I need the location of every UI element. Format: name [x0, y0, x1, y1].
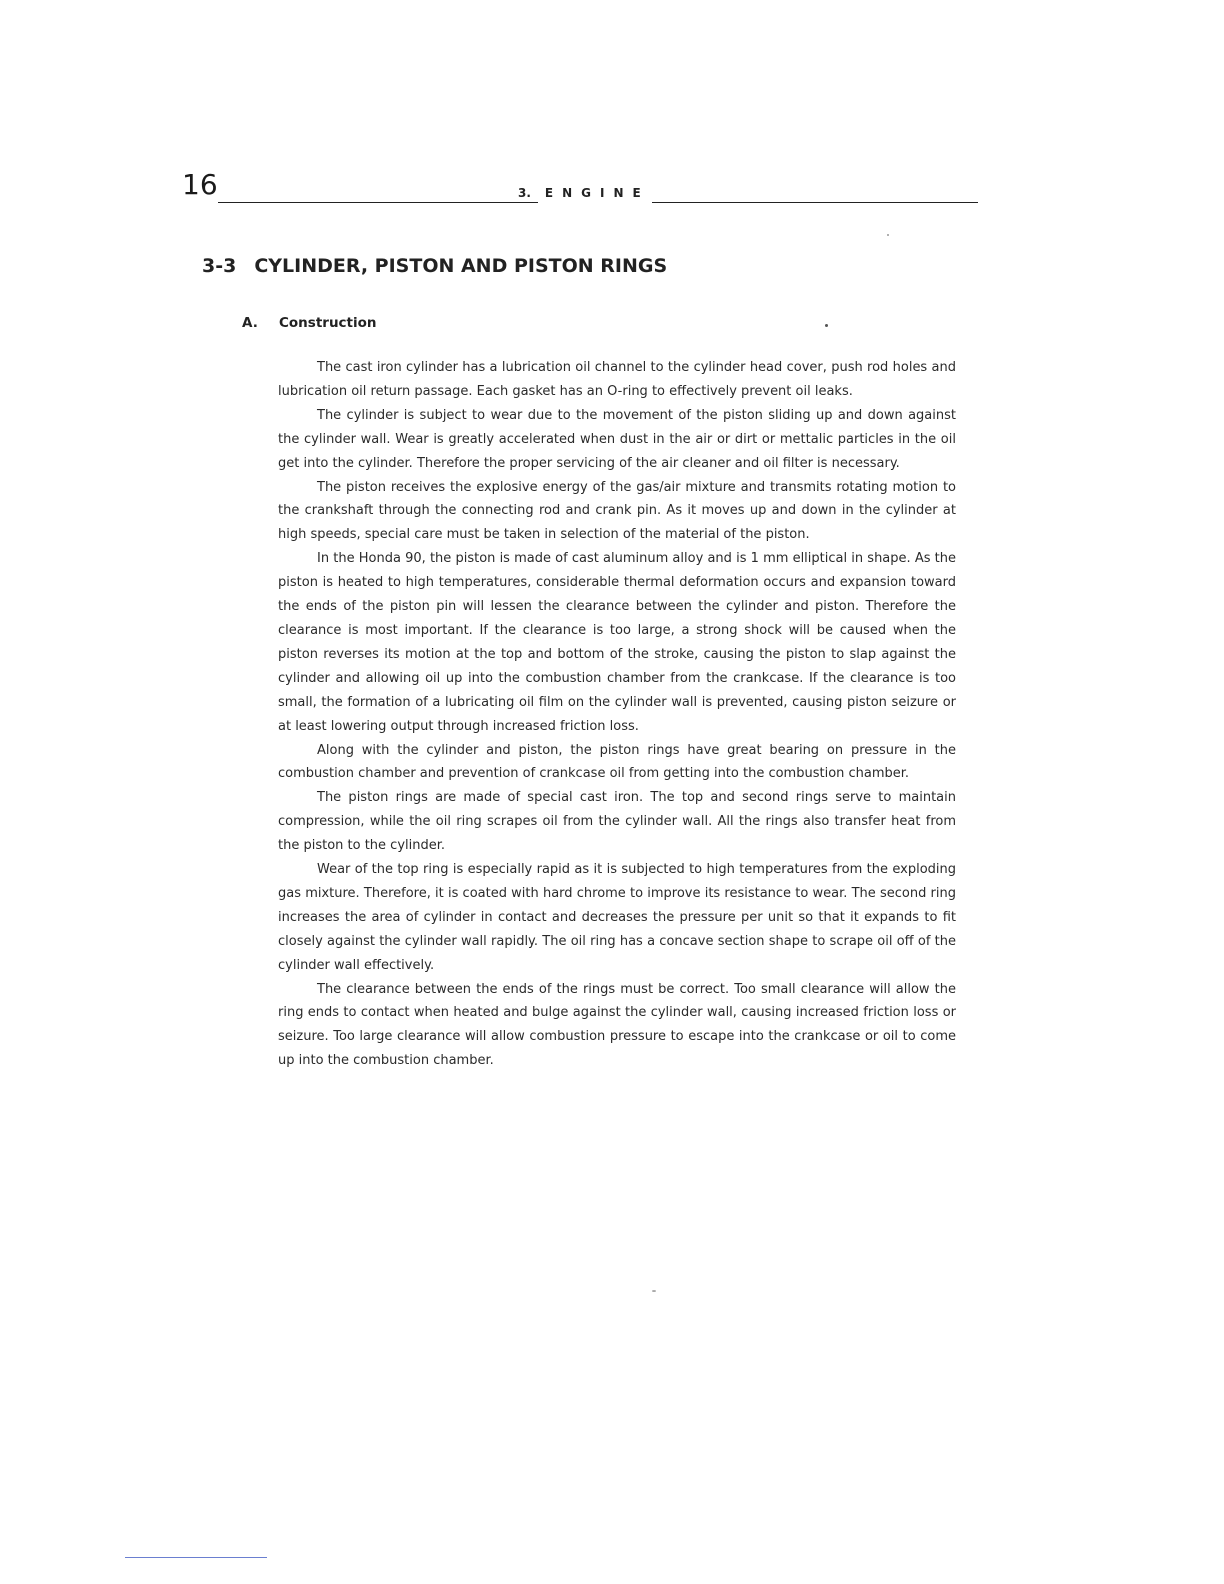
scan-speck — [652, 1290, 656, 1292]
section-number: 3-3 — [202, 255, 237, 277]
paragraph: Wear of the top ring is especially rapid as it is subjected to high temperatures from the exploding gas mixture. Therefore, it is coated with hard chrome to improve its resistance to wear. The second ring increases the area of cylinder in contact and decreases the pressure per unit so that it expands to fit closely against the cylinder wall rapidly. The oil ring has a concave section shape to scrape oil off of the cylinder wall effectively. — [278, 862, 956, 973]
footer-rule — [125, 1557, 267, 1558]
running-header — [182, 168, 978, 208]
paragraph: The piston receives the explosive energy of the gas/air mixture and transmits rotating motion to the crankshaft through the connecting rod and crank pin. As it moves up and down in the cylinder at high speeds, special care must be taken in selection of the material of the piston. — [278, 479, 956, 543]
chapter-title: ENGINE — [544, 186, 650, 200]
subsection-title: Construction — [279, 315, 377, 331]
chapter-label — [518, 186, 650, 200]
paragraph: The piston rings are made of special cast iron. The top and second rings serve to maintain compression, while the oil ring scrapes oil from the cylinder wall. All the rings also transfer heat from the piston to the cylinder. — [278, 790, 956, 854]
paragraph: The cylinder is subject to wear due to the movement of the piston sliding up and down against the cylinder wall. Wear is greatly accelerated when dust in the air or dirt or mettalic particles in the oil get into the cylinder. Therefore the proper servicing of the air cleaner and oil filter is necessary. — [278, 407, 956, 471]
header-rule-right — [652, 202, 978, 203]
body-text — [278, 356, 956, 1073]
paragraph: The clearance between the ends of the rings must be correct. Too small clearance will allow the ring ends to contact when heated and bulge against the cylinder wall, causing increased friction loss or seizure. Too large clearance will allow combustion pressure to escape into the crankcase or oil to come up into the combustion chamber. — [278, 981, 956, 1069]
subsection-heading — [242, 314, 377, 332]
paragraph: The cast iron cylinder has a lubrication oil channel to the cylinder head cover, push rod holes and lubrication oil return passage. Each gasket has an O-ring to effectively prevent oil leaks. — [278, 360, 956, 399]
chapter-number: 3. — [518, 186, 531, 200]
section-title: CYLINDER, PISTON AND PISTON RINGS — [254, 255, 668, 277]
scan-speck — [825, 324, 828, 327]
scan-speck — [887, 234, 889, 236]
paragraph: Along with the cylinder and piston, the piston rings have great bearing on pressure in the combustion chamber and prevention of crankcase oil from getting into the combustion chamber. — [278, 742, 956, 782]
paragraph: In the Honda 90, the piston is made of cast aluminum alloy and is 1 mm elliptical in shape. As the piston is heated to high temperatures, considerable thermal deformation occurs and expansion toward the ends of the piston pin will lessen the clearance between the cylinder and piston. Therefore the clearance is most important. If the clearance is too large, a strong shock will be caused when the piston reverses its motion at the top and bottom of the stroke, causing the piston to slap against the cylinder and allowing oil up into the combustion chamber from the crankcase. If the clearance is too small, the formation of a lubricating oil film on the cylinder wall is prevented, causing piston seizure or at least lowering output through increased friction loss. — [278, 551, 956, 734]
section-heading — [202, 254, 667, 278]
page-number: 16 — [182, 168, 218, 201]
header-rule-left — [218, 202, 538, 203]
subsection-letter: A. — [242, 315, 258, 331]
